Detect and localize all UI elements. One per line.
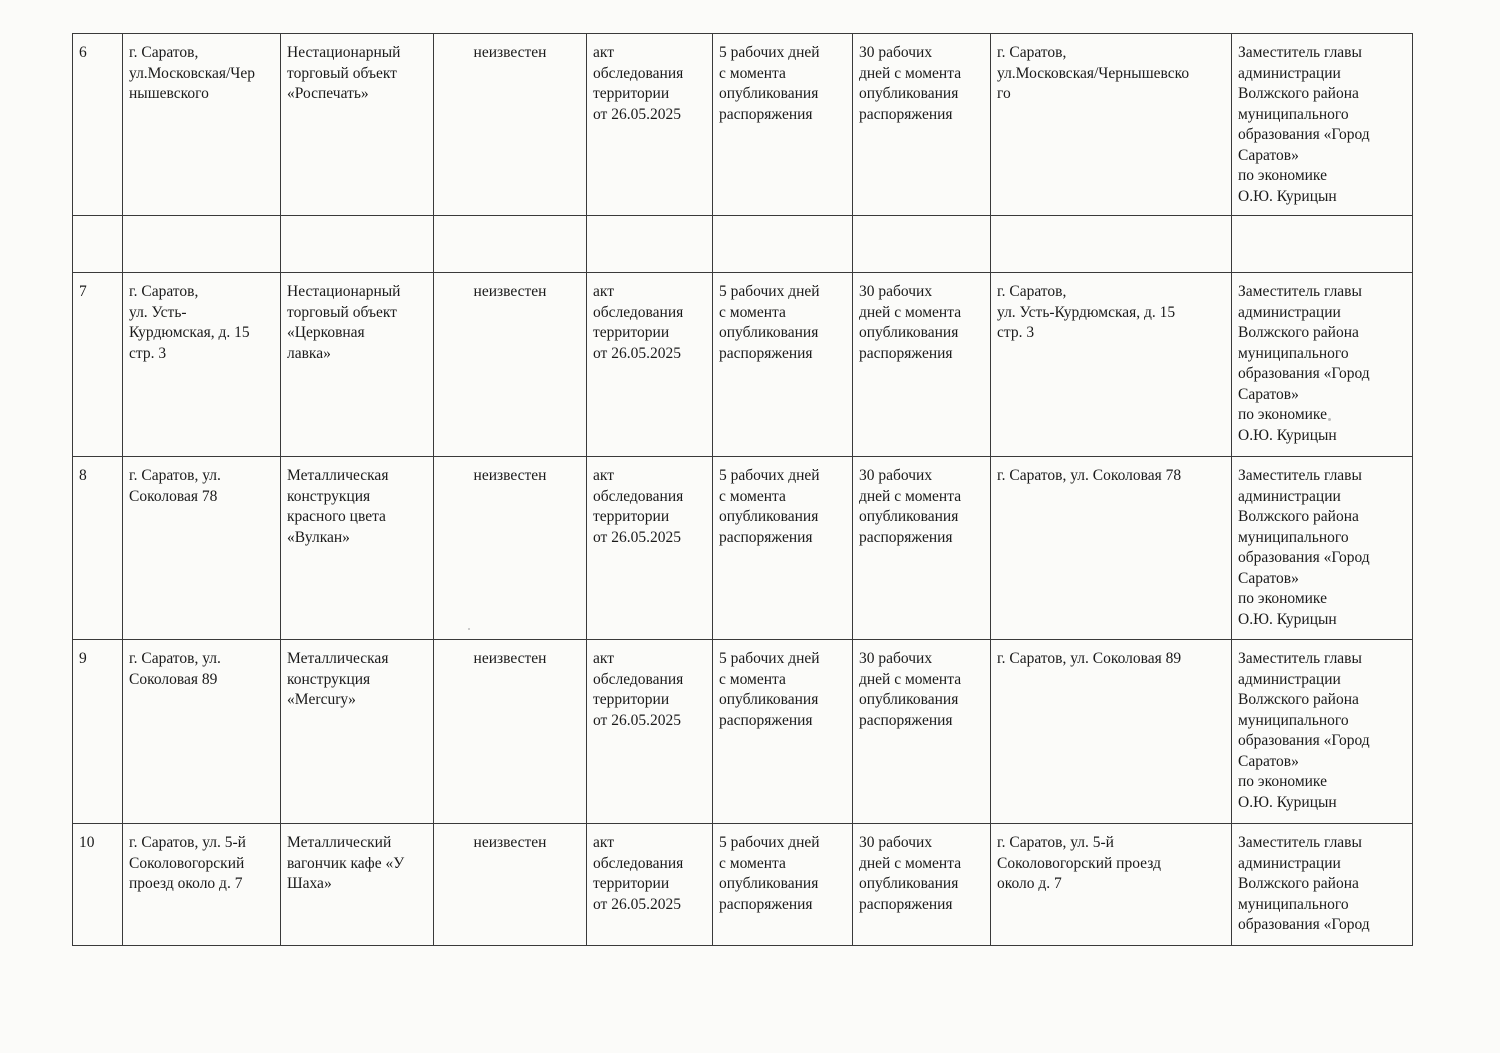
- responsible-cell: Заместитель главы администрации Волжского района муниципального образования «Город: [1232, 824, 1413, 946]
- basis-cell: акт обследования территории от 26.05.2025: [587, 457, 713, 640]
- removal-term-cell: 30 рабочих дней с момента опубликования распоряжения: [853, 640, 991, 824]
- basis-cell: [587, 216, 713, 273]
- table-row: [73, 824, 1413, 946]
- owner-cell: неизвестен: [434, 34, 587, 216]
- responsible-cell: [1232, 216, 1413, 273]
- location-cell: г. Саратов, ул.Московская/Чернышевско го: [991, 34, 1232, 216]
- location-cell: [991, 216, 1232, 273]
- basis-cell: акт обследования территории от 26.05.2025: [587, 640, 713, 824]
- location-cell: г. Саратов, ул. Соколовая 89: [991, 640, 1232, 824]
- removal-term-cell: 30 рабочих дней с момента опубликования распоряжения: [853, 34, 991, 216]
- notice-term-cell: 5 рабочих дней с момента опубликования распоряжения: [713, 273, 853, 457]
- row-number-cell: 6: [73, 34, 123, 216]
- owner-cell: неизвестен: [434, 640, 587, 824]
- scan-speck: [1328, 418, 1331, 421]
- address-cell: г. Саратов, ул. Соколовая 78: [123, 457, 281, 640]
- location-cell: г. Саратов, ул. Усть-Курдюмская, д. 15 стр. 3: [991, 273, 1232, 457]
- table-row: [73, 457, 1413, 640]
- owner-cell: неизвестен: [434, 824, 587, 946]
- row-number-cell: [73, 216, 123, 273]
- removal-term-cell: [853, 216, 991, 273]
- responsible-cell: Заместитель главы администрации Волжского района муниципального образования «Город Саратов» по экономике О.Ю. Курицын: [1232, 457, 1413, 640]
- notice-term-cell: 5 рабочих дней с момента опубликования распоряжения: [713, 457, 853, 640]
- notice-term-cell: 5 рабочих дней с момента опубликования распоряжения: [713, 824, 853, 946]
- location-cell: г. Саратов, ул. Соколовая 78: [991, 457, 1232, 640]
- scan-speck: [468, 628, 470, 630]
- object-cell: Нестационарный торговый объект «Церковная лавка»: [281, 273, 434, 457]
- row-number-cell: 7: [73, 273, 123, 457]
- owner-cell: [434, 216, 587, 273]
- responsible-cell: Заместитель главы администрации Волжского района муниципального образования «Город Саратов» по экономике О.Ю. Курицын: [1232, 273, 1413, 457]
- responsible-cell: Заместитель главы администрации Волжского района муниципального образования «Город Саратов» по экономике О.Ю. Курицын: [1232, 640, 1413, 824]
- address-cell: г. Саратов, ул. Усть- Курдюмская, д. 15 стр. 3: [123, 273, 281, 457]
- object-cell: Металлический вагончик кафе «У Шаха»: [281, 824, 434, 946]
- table-row: [73, 34, 1413, 216]
- responsible-cell: Заместитель главы администрации Волжского района муниципального образования «Город Саратов» по экономике О.Ю. Курицын: [1232, 34, 1413, 216]
- table-row: [73, 216, 1413, 273]
- table-row: [73, 273, 1413, 457]
- basis-cell: акт обследования территории от 26.05.2025: [587, 824, 713, 946]
- object-cell: Металлическая конструкция «Mercury»: [281, 640, 434, 824]
- owner-cell: неизвестен: [434, 457, 587, 640]
- notice-term-cell: 5 рабочих дней с момента опубликования распоряжения: [713, 640, 853, 824]
- address-cell: г. Саратов, ул. 5-й Соколовогорский проезд около д. 7: [123, 824, 281, 946]
- basis-cell: акт обследования территории от 26.05.2025: [587, 273, 713, 457]
- basis-cell: акт обследования территории от 26.05.2025: [587, 34, 713, 216]
- object-cell: Нестационарный торговый объект «Роспечать»: [281, 34, 434, 216]
- owner-cell: неизвестен: [434, 273, 587, 457]
- table-row: [73, 640, 1413, 824]
- notice-term-cell: 5 рабочих дней с момента опубликования распоряжения: [713, 34, 853, 216]
- row-number-cell: 10: [73, 824, 123, 946]
- row-number-cell: 8: [73, 457, 123, 640]
- row-number-cell: 9: [73, 640, 123, 824]
- objects-table: [72, 33, 1413, 946]
- notice-term-cell: [713, 216, 853, 273]
- removal-term-cell: 30 рабочих дней с момента опубликования распоряжения: [853, 273, 991, 457]
- object-cell: Металлическая конструкция красного цвета «Вулкан»: [281, 457, 434, 640]
- address-cell: [123, 216, 281, 273]
- removal-term-cell: 30 рабочих дней с момента опубликования распоряжения: [853, 457, 991, 640]
- location-cell: г. Саратов, ул. 5-й Соколовогорский проезд около д. 7: [991, 824, 1232, 946]
- address-cell: г. Саратов, ул. Соколовая 89: [123, 640, 281, 824]
- removal-term-cell: 30 рабочих дней с момента опубликования распоряжения: [853, 824, 991, 946]
- object-cell: [281, 216, 434, 273]
- address-cell: г. Саратов, ул.Московская/Чер нышевского: [123, 34, 281, 216]
